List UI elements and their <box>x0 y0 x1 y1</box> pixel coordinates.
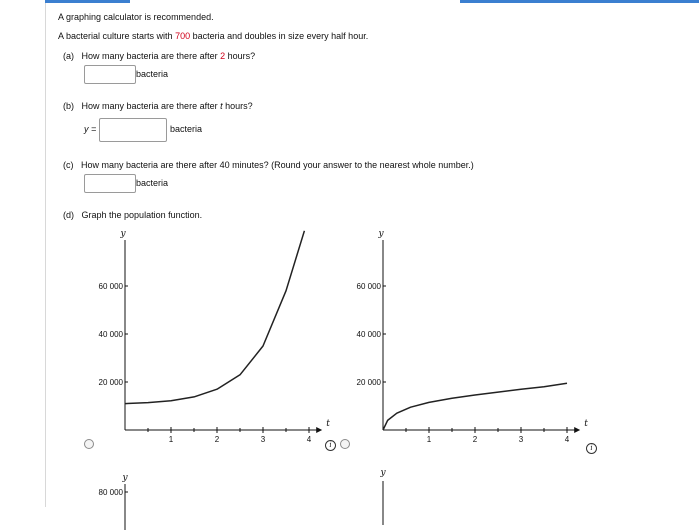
y-axis-label: y <box>378 229 384 239</box>
x-tick-label: 3 <box>260 435 266 444</box>
y-axis-label: y <box>380 468 386 478</box>
graph-option-2-radio[interactable] <box>340 439 350 449</box>
part-a-question: (a) How many bacteria are there after 2 hours? <box>63 51 256 61</box>
graph-option-1-radio[interactable] <box>84 439 94 449</box>
hours-value: 2 <box>220 51 226 61</box>
initial-count: 700 <box>175 31 191 41</box>
graph-option-3 <box>90 470 150 530</box>
top-accent-bar-right <box>460 0 699 3</box>
y-tick-label: 20 000 <box>356 378 381 387</box>
graph-option-1 <box>90 225 330 455</box>
part-b-question: (b) How many bacteria are there after t hours? <box>63 101 253 111</box>
y-tick-label: 40 000 <box>98 330 123 339</box>
x-tick-label: 1 <box>426 435 432 444</box>
top-accent-bar-left <box>45 0 130 3</box>
problem-statement: A bacterial culture starts with 700 bacteria and doubles in size every half hour. <box>58 31 369 41</box>
population-curve <box>125 231 304 404</box>
y-tick-label: 60 000 <box>356 282 381 291</box>
x-axis-label: t <box>584 419 588 429</box>
x-tick-label: 3 <box>518 435 524 444</box>
part-b-prefix: y = <box>84 124 97 134</box>
population-curve <box>383 383 567 430</box>
x-axis-label: t <box>326 419 330 429</box>
part-a-unit: bacteria <box>136 69 169 79</box>
x-tick-label: 4 <box>306 435 312 444</box>
x-tick-label: 1 <box>168 435 174 444</box>
y-axis-label: y <box>122 473 128 483</box>
y-tick-label: 20 000 <box>98 378 123 387</box>
part-d-question: (d) Graph the population function. <box>63 210 203 220</box>
y-tick-label: 60 000 <box>98 282 123 291</box>
part-b-unit: bacteria <box>170 124 203 134</box>
graph-option-1-info-icon[interactable]: i <box>325 440 336 451</box>
y-tick-label: 80 000 <box>98 488 123 497</box>
graph-option-4 <box>348 465 408 525</box>
part-c-unit: bacteria <box>136 178 169 188</box>
x-tick-label: 4 <box>564 435 570 444</box>
x-tick-label: 2 <box>472 435 478 444</box>
y-tick-label: 40 000 <box>356 330 381 339</box>
part-c-question: (c) How many bacteria are there after 40 minutes? (Round your answer to the nearest whole number.) <box>63 160 474 170</box>
part-a-answer-input[interactable] <box>84 65 136 84</box>
part-b-answer-input[interactable] <box>99 118 167 142</box>
x-tick-label: 2 <box>214 435 220 444</box>
graph-option-2-info-icon[interactable]: i <box>586 443 597 454</box>
y-axis-label: y <box>120 229 126 239</box>
graph-option-2 <box>348 225 588 455</box>
calculator-note: A graphing calculator is recommended. <box>58 12 214 22</box>
part-c-answer-input[interactable] <box>84 174 136 193</box>
